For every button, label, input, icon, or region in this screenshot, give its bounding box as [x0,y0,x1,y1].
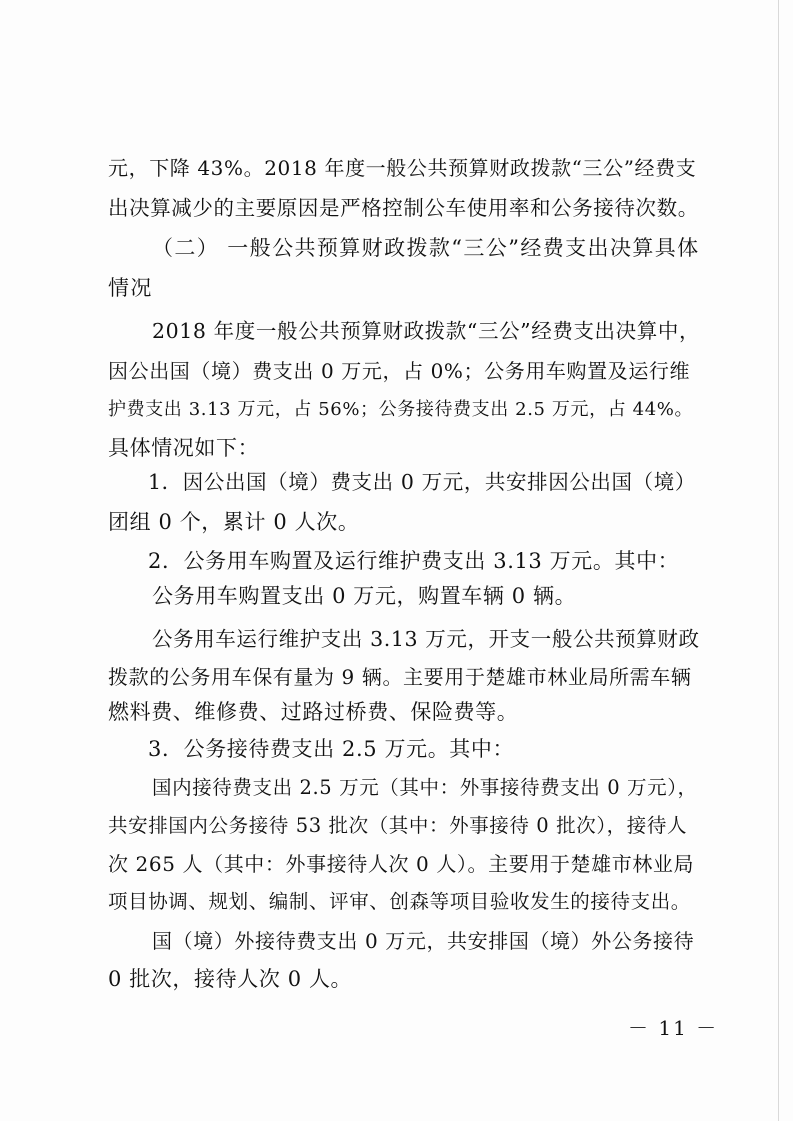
text-line-20: 项目协调、规划、编制、评审、创森等项目验收发生的接待支出。 [108,890,691,913]
text-line-7: 护费支出 3.13 万元，占 56%；公务接待费支出 2.5 万元，占 44%。 [108,399,694,420]
page-number: － 11 － [628,1016,719,1040]
page-edge-divider [778,0,779,1121]
text-line-13: 公务用车运行维护支出 3.13 万元，开支一般公共预算财政 [152,627,700,651]
section-heading: （二） 一般公共预算财政拨款“三公”经费支出决算具体 [152,236,700,260]
text-line-10: 团组 0 个，累计 0 人次。 [108,510,360,534]
section-heading-cont: 情况 [108,276,153,300]
text-line-1: 元，下降 43%。2018 年度一般公共预算财政拨款“三公”经费支 [108,156,697,180]
text-line-15: 燃料费、维修费、过路过桥费、保险费等。 [108,700,519,724]
text-line-2: 出决算减少的主要原因是严格控制公车使用率和公务接待次数。 [108,196,699,220]
text-line-18: 共安排国内公务接待 53 批次（其中：外事接待 0 批次），接待人 [108,814,688,837]
text-line-14: 拨款的公务用车保有量为 9 辆。主要用于楚雄市林业局所需车辆 [108,665,692,689]
text-line-11: 2．公务用车购置及运行维护费支出 3.13 万元。其中： [148,549,680,573]
text-line-5: 2018 年度一般公共预算财政拨款“三公”经费支出决算中， [152,319,701,343]
text-line-21: 国（境）外接待费支出 0 万元，共安排国（境）外公务接待 [152,929,695,953]
text-line-16: 3．公务接待费支出 2.5 万元。其中： [148,737,515,761]
text-line-22: 0 批次，接待人次 0 人。 [108,967,353,991]
text-line-19: 次 265 人（其中：外事接待人次 0 人）。主要用于楚雄市林业局 [108,852,695,876]
text-line-6: 因公出国（境）费支出 0 万元，占 0%；公务用车购置及运行维 [108,359,691,383]
text-line-9: 1．因公出国（境）费支出 0 万元，共安排因公出国（境） [148,470,696,494]
text-line-12: 公务用车购置支出 0 万元，购置车辆 0 辆。 [152,584,577,608]
text-line-17: 国内接待费支出 2.5 万元（其中：外事接待费支出 0 万元）， [152,776,698,799]
text-line-8: 具体情况如下： [108,436,260,460]
